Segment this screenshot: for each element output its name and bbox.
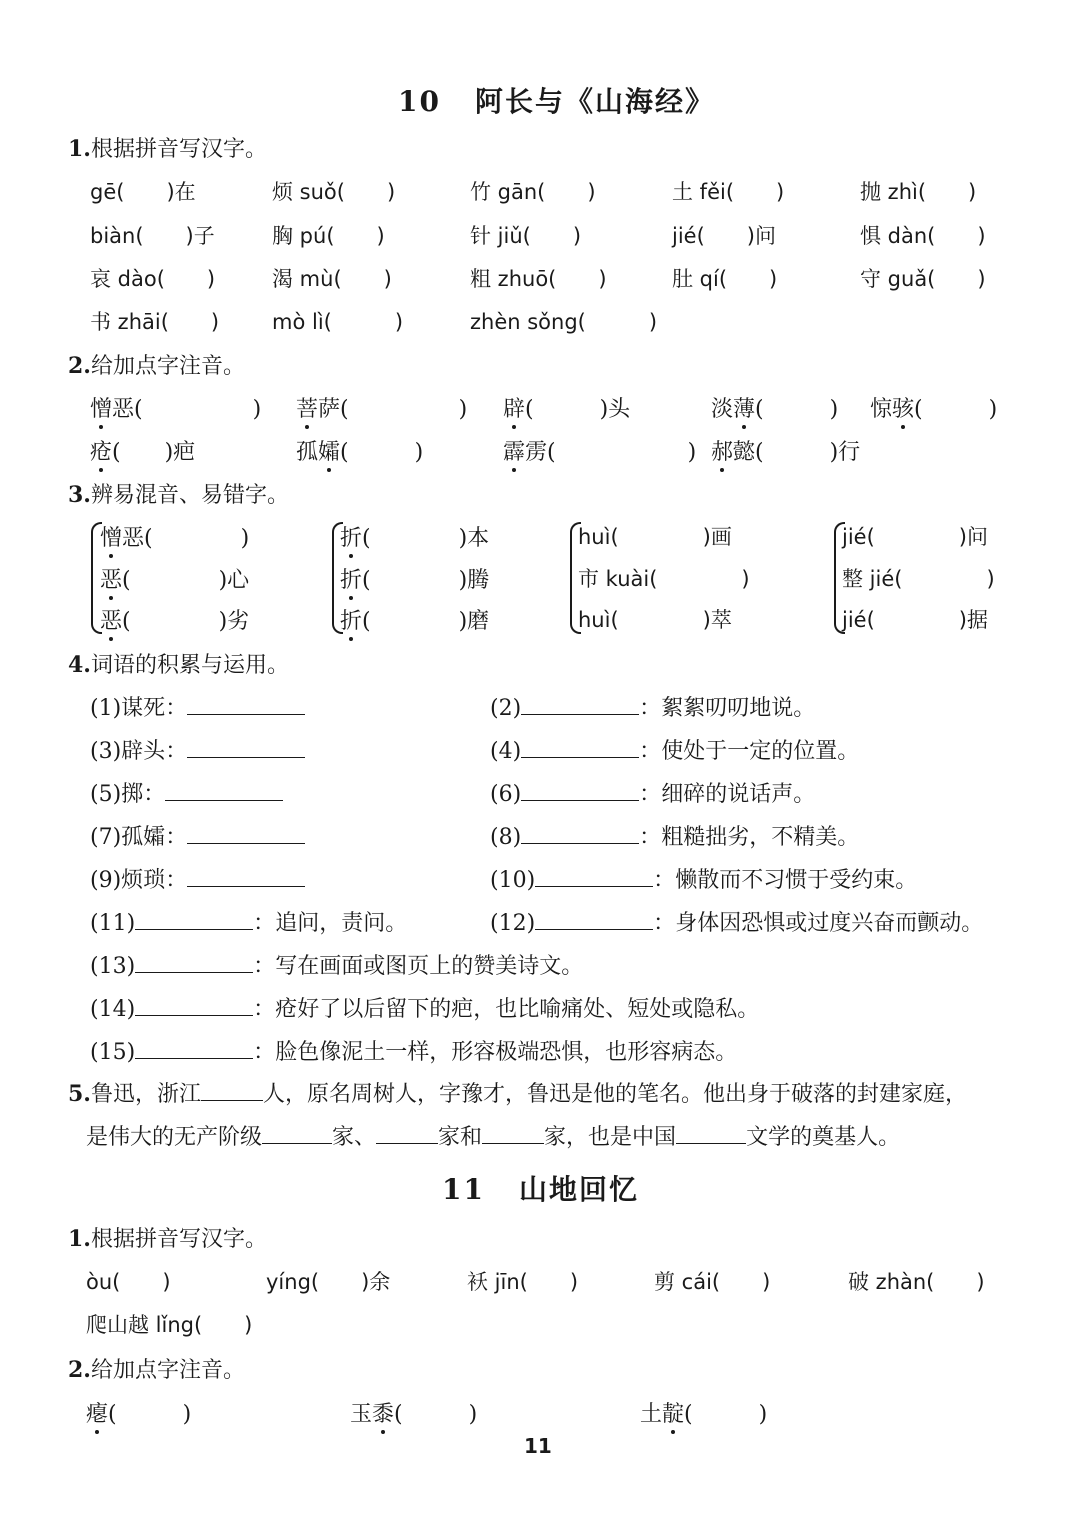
confusable-item: 折( )腾 (340, 563, 489, 594)
vocab-item: (2) ：絮絮叨叨地说。 (490, 696, 816, 721)
pinyin-item: jié( )问 (672, 224, 776, 248)
lesson-number: 11 (442, 1173, 485, 1206)
confusable-item: jié( )问 (842, 525, 988, 549)
question-3-heading: 3.辨易混音、易错字。 (68, 482, 289, 508)
pinyin-item: 书 zhāi( ) (90, 310, 220, 334)
question-4-heading: 4.词语的积累与运用。 (68, 652, 289, 678)
vocab-item: (3)辟头： (90, 734, 305, 765)
vocab-item: (5)掷： (90, 777, 283, 808)
confusable-item: 憎恶( ) (100, 521, 249, 552)
question-5-line-1: 5.鲁迅，浙江 人，原名周树人，字豫才，鲁迅是他的笔名。他出身于破落的封建家庭， (68, 1081, 967, 1107)
pinyin-item: 粗 zhuō( ) (470, 267, 607, 291)
pinyin-item: 胸 pú( ) (272, 224, 385, 248)
dotted-char-item: 瘪( ) (86, 1397, 191, 1428)
confusable-item: huì( )萃 (578, 608, 732, 632)
dotted-char-item: 孤孀( ) (296, 435, 423, 466)
pinyin-item: 抛 zhì( ) (860, 180, 977, 204)
lesson-name: 山地回忆 (518, 1173, 639, 1206)
pinyin-item: 爬山越 lǐng( ) (86, 1313, 253, 1337)
pinyin-item: zhèn sǒng( ) (470, 310, 658, 334)
pinyin-item: 袄 jīn( ) (467, 1270, 579, 1294)
vocab-item: (1)谋死： (90, 691, 305, 722)
confusable-item: 折( )本 (340, 521, 489, 552)
pinyin-item: biàn( )子 (90, 224, 215, 248)
dotted-char-item: 菩萨( ) (296, 392, 467, 423)
question-5-line-2: 是伟大的无产阶级 家、 家和 家，也是中国 文学的奠基人。 (86, 1125, 901, 1150)
pinyin-item: 剪 cái( ) (654, 1270, 771, 1294)
vocab-item: (9)烦琐： (90, 863, 305, 894)
pinyin-item: gē( )在 (90, 180, 196, 204)
lesson-11-title (442, 1168, 639, 1208)
pinyin-item: 守 guǎ( ) (860, 267, 986, 291)
vocab-item: (8) ：粗糙拙劣，不精美。 (490, 825, 860, 850)
pinyin-item: mò lì( ) (272, 310, 404, 334)
pinyin-item: 针 jiǔ( ) (470, 224, 582, 248)
confusable-item: 恶( )劣 (100, 604, 249, 635)
vocab-item: (15) ：脸色像泥土一样，形容极端恐惧，也形容病态。 (90, 1040, 738, 1065)
dotted-char-item: 玉黍( ) (350, 1397, 477, 1428)
pinyin-item: 哀 dào( ) (90, 267, 216, 291)
dotted-char-item: 土靛( ) (640, 1397, 767, 1428)
vocab-item: (6) ：细碎的说话声。 (490, 782, 816, 807)
question-2-heading: 2.给加点字注音。 (68, 353, 245, 379)
vocab-item: (14) ：疮好了以后留下的疤，也比喻痛处、短处或隐私。 (90, 997, 760, 1022)
vocab-item: (7)孤孀： (90, 820, 305, 851)
confusable-item: jié( )据 (842, 608, 988, 632)
dotted-char-item: 郝懿( )行 (711, 435, 860, 466)
lesson-number: 10 (398, 85, 441, 118)
dotted-char-item: 惊骇( ) (870, 392, 997, 423)
vocab-item: (12) ：身体因恐惧或过度兴奋而颤动。 (490, 911, 984, 936)
pinyin-item: 破 zhàn( ) (848, 1270, 985, 1294)
lesson-10-title (398, 80, 715, 120)
dotted-char-item: 疮( )疤 (90, 435, 195, 466)
dotted-char-item: 霹雳( ) (503, 435, 696, 466)
confusable-item: 折( )磨 (340, 604, 489, 635)
pinyin-item: yíng( )余 (266, 1270, 391, 1294)
dotted-char-item: 辟( )头 (503, 392, 630, 423)
dotted-char-item: 淡薄( ) (711, 392, 838, 423)
pinyin-item: òu( ) (86, 1270, 171, 1294)
pinyin-item: 渴 mù( ) (272, 267, 392, 291)
vocab-item: (13) ：写在画面或图页上的赞美诗文。 (90, 954, 584, 979)
confusable-item: huì( )画 (578, 525, 732, 549)
vocab-item: (10) ：懒散而不习惯于受约束。 (490, 868, 918, 893)
pinyin-item: 竹 gān( ) (470, 180, 596, 204)
page-number: 11 (524, 1434, 552, 1458)
question-1-heading: 1.根据拼音写汉字。 (68, 136, 267, 162)
pinyin-item: 惧 dàn( ) (860, 224, 986, 248)
confusable-item: 恶( )心 (100, 563, 249, 594)
lesson-name: 阿长与《山海经》 (474, 85, 715, 118)
confusable-item: 整 jié( ) (842, 567, 995, 591)
pinyin-item: 土 fěi( ) (672, 180, 785, 204)
pinyin-item: 肚 qí( ) (672, 267, 778, 291)
vocab-item: (4) ：使处于一定的位置。 (490, 739, 860, 764)
confusable-item: 市 kuài( ) (578, 567, 750, 591)
question-1-heading: 1.根据拼音写汉字。 (68, 1226, 267, 1252)
question-2-heading: 2.给加点字注音。 (68, 1357, 245, 1383)
pinyin-item: 烦 suǒ( ) (272, 180, 396, 204)
vocab-item: (11) ：追问，责问。 (90, 911, 408, 936)
dotted-char-item: 憎恶( ) (90, 392, 261, 423)
